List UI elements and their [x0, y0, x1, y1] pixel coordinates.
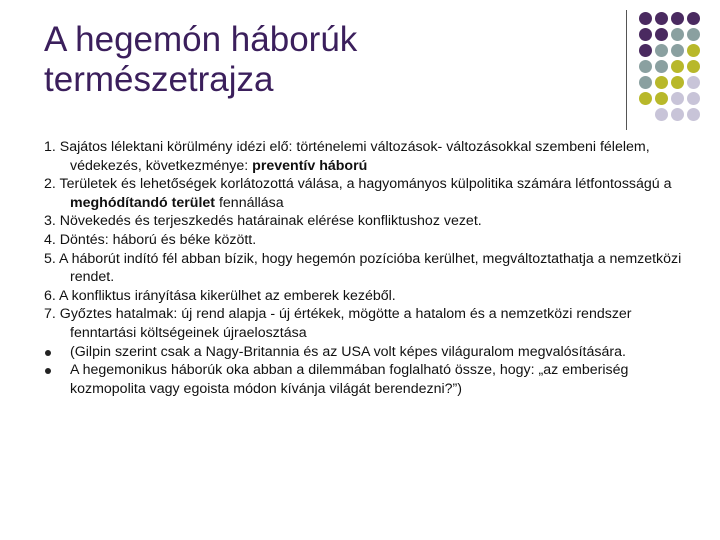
item-text: Növekedés és terjeszkedés határainak elérése konfliktushoz vezet.	[59, 213, 482, 230]
item-number: 7.	[44, 306, 56, 323]
list-item	[44, 138, 694, 175]
item-emphasis: meghódítandó terület	[70, 194, 216, 211]
decorative-dot	[687, 60, 700, 73]
item-number: 2.	[44, 176, 56, 193]
decorative-dot	[655, 12, 668, 25]
item-text: Döntés: háború és béke között.	[59, 231, 257, 248]
decorative-dot	[639, 60, 652, 73]
decorative-dot	[687, 92, 700, 105]
decorative-dot	[655, 28, 668, 41]
decorative-dot-grid	[639, 12, 700, 121]
title-line-1: A hegemón háborúk	[44, 20, 358, 59]
bullet-item: A hegemonikus háborúk oka abban a dilemmában foglalható össze, hogy: „az emberiség kozmopolita vagy egoista módon kívánja világát berendezni?”)	[44, 361, 694, 398]
item-number: 4.	[44, 231, 56, 248]
item-text-after: fennállása	[215, 194, 284, 211]
list-item	[44, 305, 694, 342]
decorative-dot	[687, 76, 700, 89]
item-text: Sajátos lélektani körülmény idézi elő: történelemi változások- változásokkal szembeni félelem, védekezés, következménye:	[59, 139, 650, 174]
decorative-dot	[655, 92, 668, 105]
decorative-dot	[655, 60, 668, 73]
item-text: A konfliktus irányítása kikerülhet az emberek kezéből.	[59, 287, 396, 304]
decorative-dot	[687, 44, 700, 57]
item-number: 6.	[44, 287, 56, 304]
bullet-item: (Gilpin szerint csak a Nagy-Britannia és az USA volt képes világuralom megvalósítására.	[44, 343, 694, 362]
item-text: Győztes hatalmak: új rend alapja - új értékek, mögötte a hatalom és a nemzetközi rendszer fenntartási költségeinek újraelosztása	[59, 306, 632, 341]
title-line-2: természetrajza	[44, 60, 274, 99]
content-list	[44, 138, 694, 398]
decorative-dot	[671, 44, 684, 57]
list-item	[44, 175, 694, 212]
list-item	[44, 231, 694, 250]
decorative-divider	[626, 10, 627, 130]
item-emphasis: preventív háború	[252, 157, 368, 174]
decorative-dot	[671, 92, 684, 105]
list-item	[44, 250, 694, 287]
decorative-dot	[671, 108, 684, 121]
decorative-dot	[687, 28, 700, 41]
list-item	[44, 212, 694, 231]
decorative-dot	[671, 28, 684, 41]
decorative-dot	[639, 12, 652, 25]
decorative-dot	[639, 76, 652, 89]
decorative-dot	[655, 108, 668, 121]
list-item	[44, 287, 694, 306]
item-number: 1.	[44, 139, 56, 155]
decorative-dot	[687, 12, 700, 25]
decorative-dot	[655, 44, 668, 57]
item-number: 5.	[44, 250, 56, 267]
decorative-dot	[639, 28, 652, 41]
decorative-dot	[671, 12, 684, 25]
decorative-dot	[639, 44, 652, 57]
slide-title	[44, 20, 604, 100]
decorative-dot	[655, 76, 668, 89]
decorative-dot	[639, 92, 652, 105]
item-number: 3.	[44, 213, 56, 230]
item-text: A háborút indító fél abban bízik, hogy hegemón pozícióba kerülhet, megváltoztathatja a nemzetközi rendet.	[59, 250, 682, 286]
item-text: Területek és lehetőségek korlátozottá válása, a hagyományos külpolitika számára létfontosságú a	[59, 176, 672, 193]
decorative-dot	[671, 60, 684, 73]
decorative-dot	[671, 76, 684, 89]
decorative-dot	[687, 108, 700, 121]
decorative-dot	[639, 108, 652, 121]
